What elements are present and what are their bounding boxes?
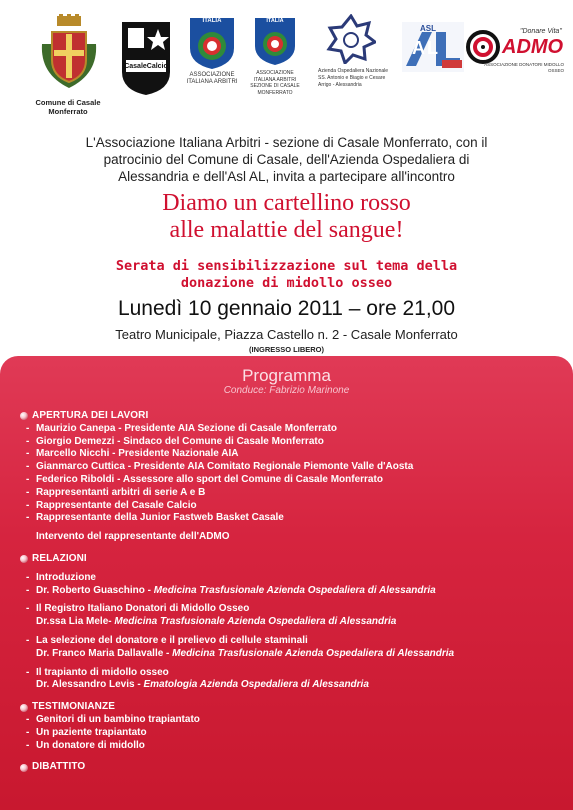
aia-section-caption: ASSOCIAZIONE ITALIANA ARBITRI SEZIONE DI CASALE MONFERRATO [250,70,300,96]
subtitle-line: Serata di sensibilizzazione sul tema della [115,258,458,274]
intro-text [0,134,573,185]
logo-strip [0,0,573,120]
intro-line: L'Associazione Italiana Arbitri - sezione di Casale Monferrato, con il [85,135,488,150]
bullet-icon [20,412,28,420]
comune-caption: Comune di Casale Monferrato [35,98,101,116]
section-dibattito [20,761,565,774]
event-subtitle [0,258,573,292]
aia-shield-icon [188,16,236,70]
list-item: - Marcello Nicchi - Presidente Nazionale AIA [26,448,239,460]
talk-topic: - Il trapianto di midollo osseo [26,666,169,678]
programme-host: Conduce: Fabrizio Marinone [223,385,350,396]
title-line: Diamo un cartellino rosso [162,190,411,216]
aia-section-italia-label: ITALIA [266,18,284,24]
programme-list [20,410,565,774]
intro-line: patrocinio del Comune di Casale, dell'Azienda Ospedaliera di [103,152,470,167]
event-date: Lunedì 10 gennaio 2011 – ore 21,00 [117,297,456,320]
list-item: - Maurizio Canepa - Presidente AIA Sezione di Casale Monferrato [26,422,337,434]
section-heading: DIBATTITO [32,761,86,773]
list-item: - Rappresentanti arbitri di serie A e B [26,486,206,498]
list-item: - Gianmarco Cuttica - Presidente AIA Comitato Regionale Piemonte Valle d'Aosta [26,461,414,473]
asl-label: ASL [420,24,436,33]
casale-calcio-text: CasaleCalcio [124,63,168,70]
section-heading: APERTURA DEI LAVORI [32,410,149,421]
list-item: - Rappresentante della Junior Fastweb Basket Casale [26,512,284,524]
talk-topic: - Introduzione [26,571,96,583]
aia-caption: ASSOCIAZIONE ITALIANA ARBITRI [186,72,238,85]
section-heading: TESTIMONIANZE [32,701,115,713]
section-apertura [20,410,565,423]
talk-speaker: Dr. Franco Maria Dallavalle - Medicina Trasfusionale Azienda Ospedaliera di Alessandria [36,647,455,659]
section-testimonianze [20,701,565,714]
list-item: - Rappresentante del Casale Calcio [26,499,197,511]
bullet-icon [20,704,28,712]
aia-italia-label: ITALIA [202,18,222,24]
list-item: - Federico Riboldi - Assessore allo sport del Comune di Casale Monferrato [26,473,383,485]
title-line: alle malattie del sangue! [169,217,404,243]
event-venue: Teatro Municipale, Piazza Castello n. 2 - Casale Monferrato [115,327,458,342]
talk-speaker: Dr. Alessandro Levis - Ematologia Azienda Ospedaliera di Alessandria [36,679,369,691]
list-item: - Genitori di un bambino trapiantato [26,713,200,725]
list-item: - Giorgio Demezzi - Sindaco del Comune di Casale Monferrato [26,435,324,447]
admo-caption: ASSOCIAZIONE DONATORI MIDOLLO OSSEO [484,62,564,73]
admo-wheel-icon [466,30,500,64]
section-heading: RELAZIONI [32,552,87,564]
section-relazioni [20,553,565,566]
talk-topic: - Il Registro Italiano Donatori di Midollo Osseo [26,603,250,615]
bullet-icon [20,555,28,563]
list-item: - Un paziente trapiantato [26,726,147,738]
bullet-icon [20,764,28,772]
subtitle-line: donazione di midollo osseo [180,275,393,291]
asl-al-label: AL [412,38,440,58]
event-title [0,190,573,244]
admo-intervention: Intervento del rappresentante dell'ADMO [36,531,230,543]
talk-speaker: Dr.ssa Lia Mele- Medicina Trasfusionale Azienda Ospedaliera di Alessandria [36,616,397,628]
programme-title: Programma [242,366,331,385]
casale-calcio-logo-icon [120,20,172,96]
talk-speaker: - Dr. Roberto Guaschino - Medicina Trasfusionale Azienda Ospedaliera di Alessandria [26,584,436,596]
intro-line: Alessandria e dell'Asl AL, invita a partecipare all'incontro [118,169,455,184]
list-item: - Un donatore di midollo [26,739,145,751]
talk-topic: - La selezione del donatore e il prelievo di cellule staminali [26,634,308,646]
admo-slogan: "Donare Vita" [520,28,562,35]
free-entry-note: (INGRESSO LIBERO) [248,345,324,354]
ospedale-star-icon [326,14,376,64]
comune-crest-icon [38,14,100,96]
admo-name: ADMO [502,36,564,58]
ospedale-caption: Azienda Ospedaliera Nazionale SS. Antonio e Biagio e Cesare Arrigo - Alessandria [318,68,389,88]
